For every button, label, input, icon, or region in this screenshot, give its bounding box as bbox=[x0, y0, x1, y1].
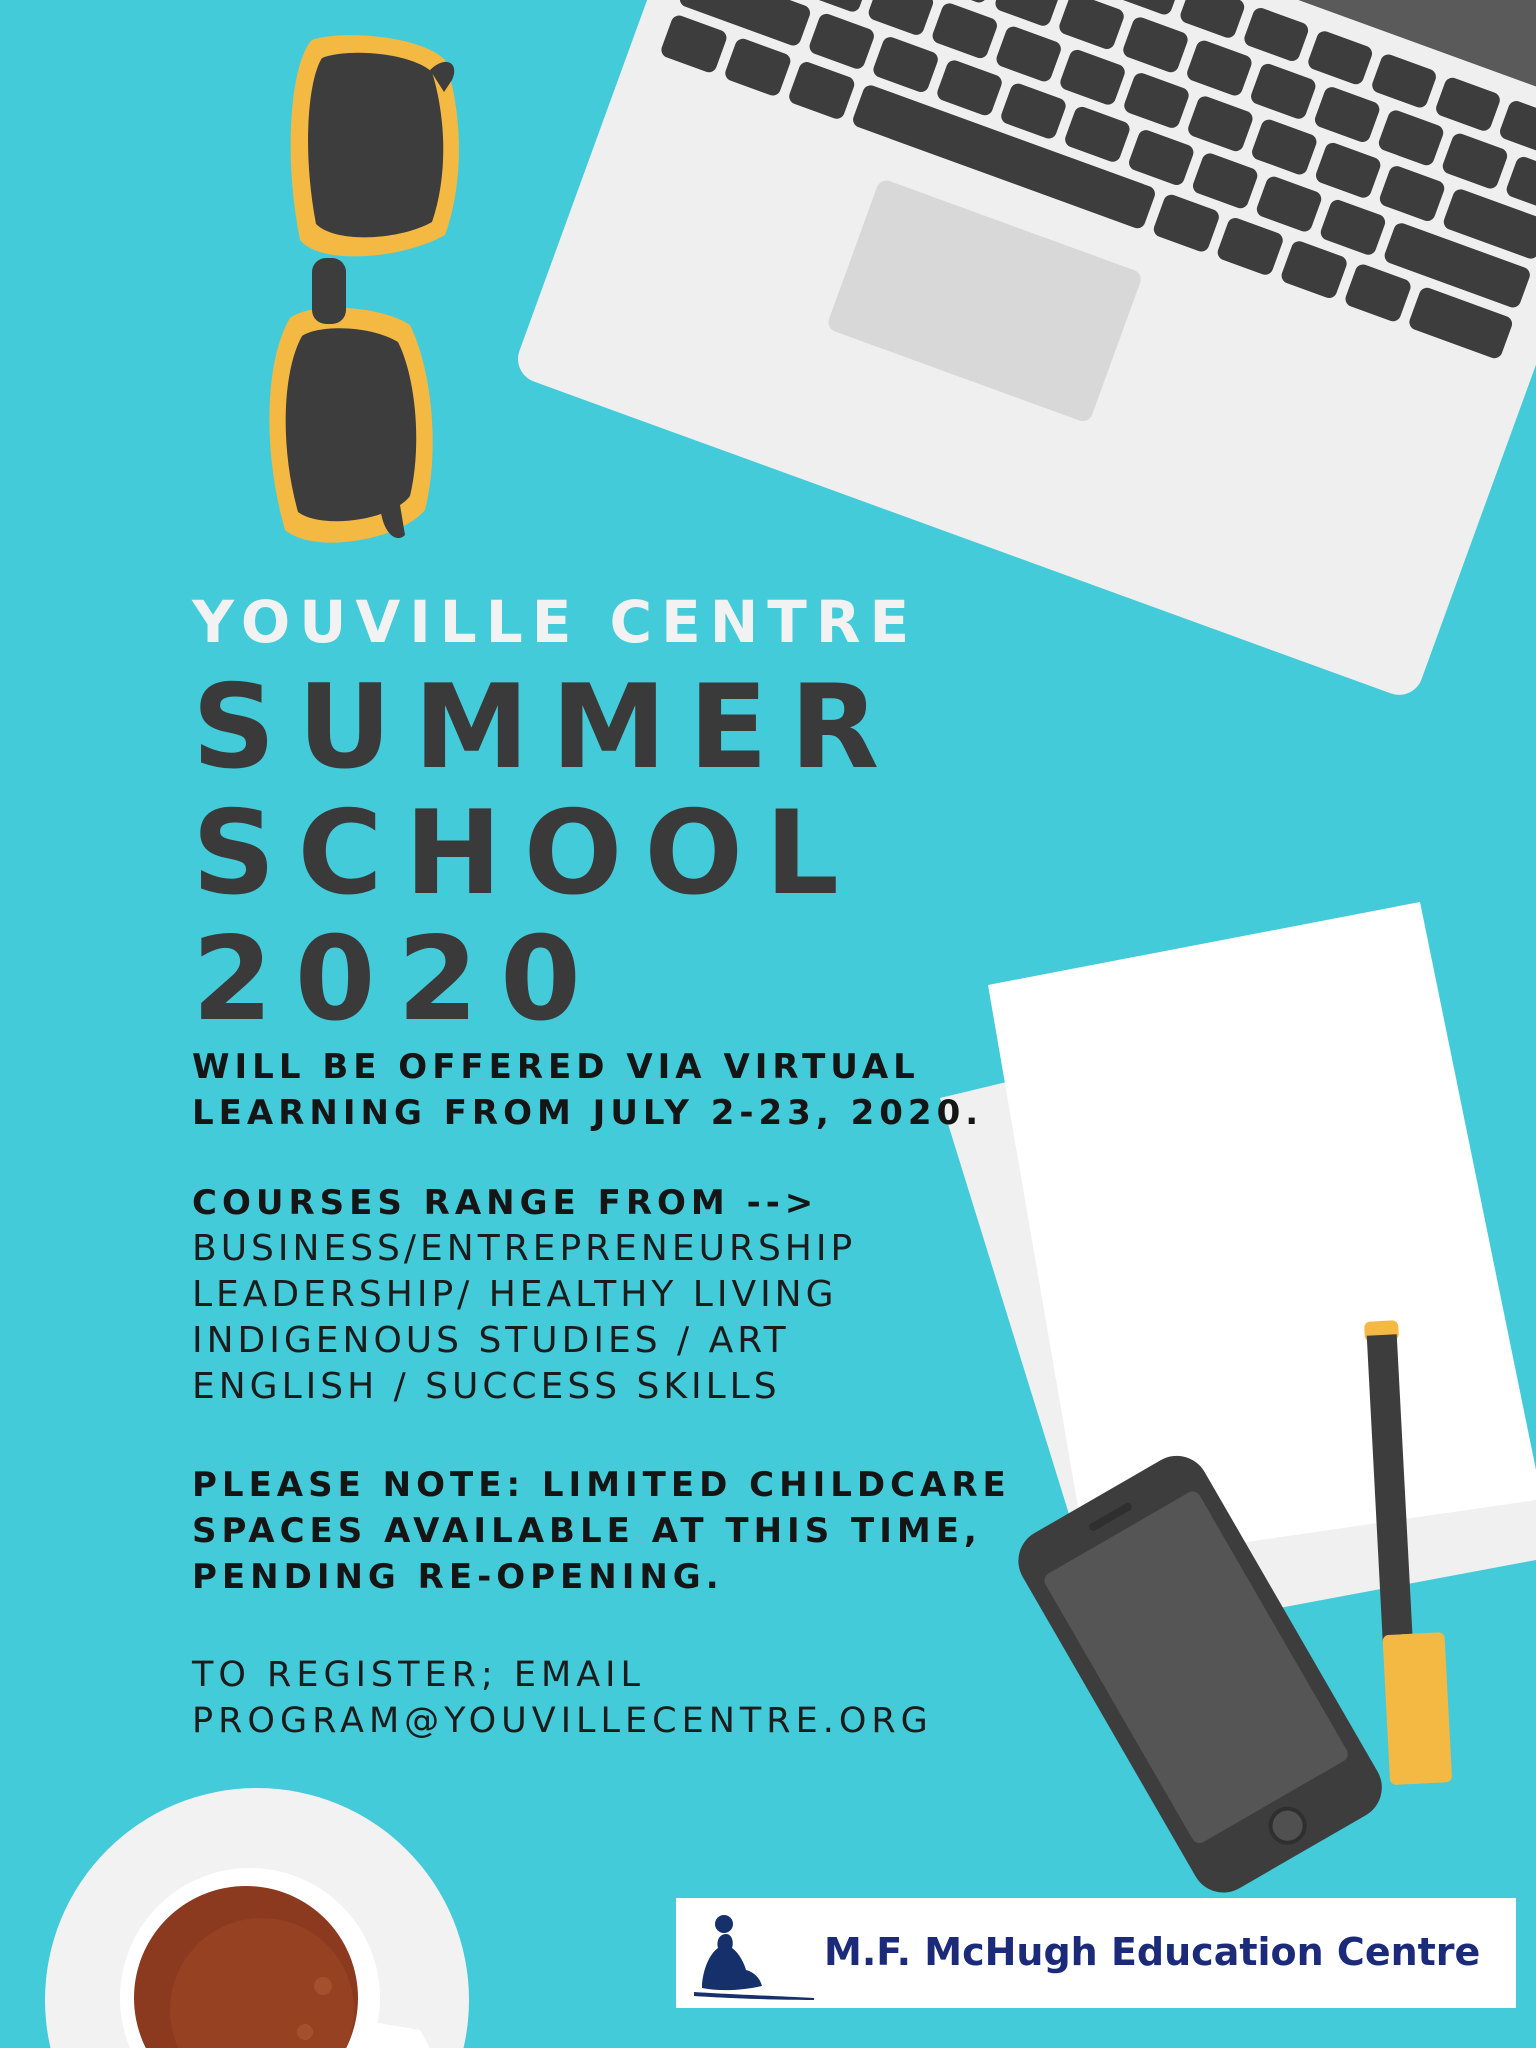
note-line: SPACES AVAILABLE AT THIS TIME, bbox=[192, 1511, 982, 1551]
courses-heading: COURSES RANGE FROM --> bbox=[192, 1183, 819, 1223]
note-line: PENDING RE-OPENING. bbox=[192, 1557, 724, 1597]
course-item: LEADERSHIP/ HEALTHY LIVING bbox=[192, 1274, 838, 1315]
offer-line: LEARNING FROM JULY 2-23, 2020. bbox=[192, 1093, 984, 1133]
offer-text bbox=[192, 1044, 983, 1136]
childcare-note bbox=[192, 1462, 1011, 1600]
note-line: PLEASE NOTE: LIMITED CHILDCARE bbox=[192, 1465, 1011, 1505]
title-line-1: SUMMER bbox=[192, 660, 902, 795]
title-line-2: SCHOOL bbox=[192, 786, 861, 921]
title-line-3: 2020 bbox=[192, 912, 603, 1047]
sponsor-logo bbox=[676, 1898, 1516, 2008]
logo-text: M.F. McHugh Education Centre bbox=[824, 1930, 1481, 1974]
seated-figure-icon bbox=[684, 1904, 816, 2004]
registration-info bbox=[192, 1652, 933, 1744]
sunglasses-icon bbox=[269, 35, 459, 542]
course-item: INDIGENOUS STUDIES / ART bbox=[192, 1320, 790, 1361]
coffee-cup-icon bbox=[45, 1788, 469, 2048]
courses-list bbox=[192, 1226, 856, 1410]
paper-sheets-icon bbox=[940, 902, 1536, 1640]
course-item: BUSINESS/ENTREPRENEURSHIP bbox=[192, 1228, 857, 1269]
offer-line: WILL BE OFFERED VIA VIRTUAL bbox=[192, 1047, 920, 1087]
course-item: ENGLISH / SUCCESS SKILLS bbox=[192, 1366, 781, 1407]
register-email[interactable]: PROGRAM@YOUVILLECENTRE.ORG bbox=[192, 1701, 933, 1741]
organization-name: YOUVILLE CENTRE bbox=[192, 588, 919, 656]
register-label: TO REGISTER; EMAIL bbox=[192, 1655, 645, 1695]
